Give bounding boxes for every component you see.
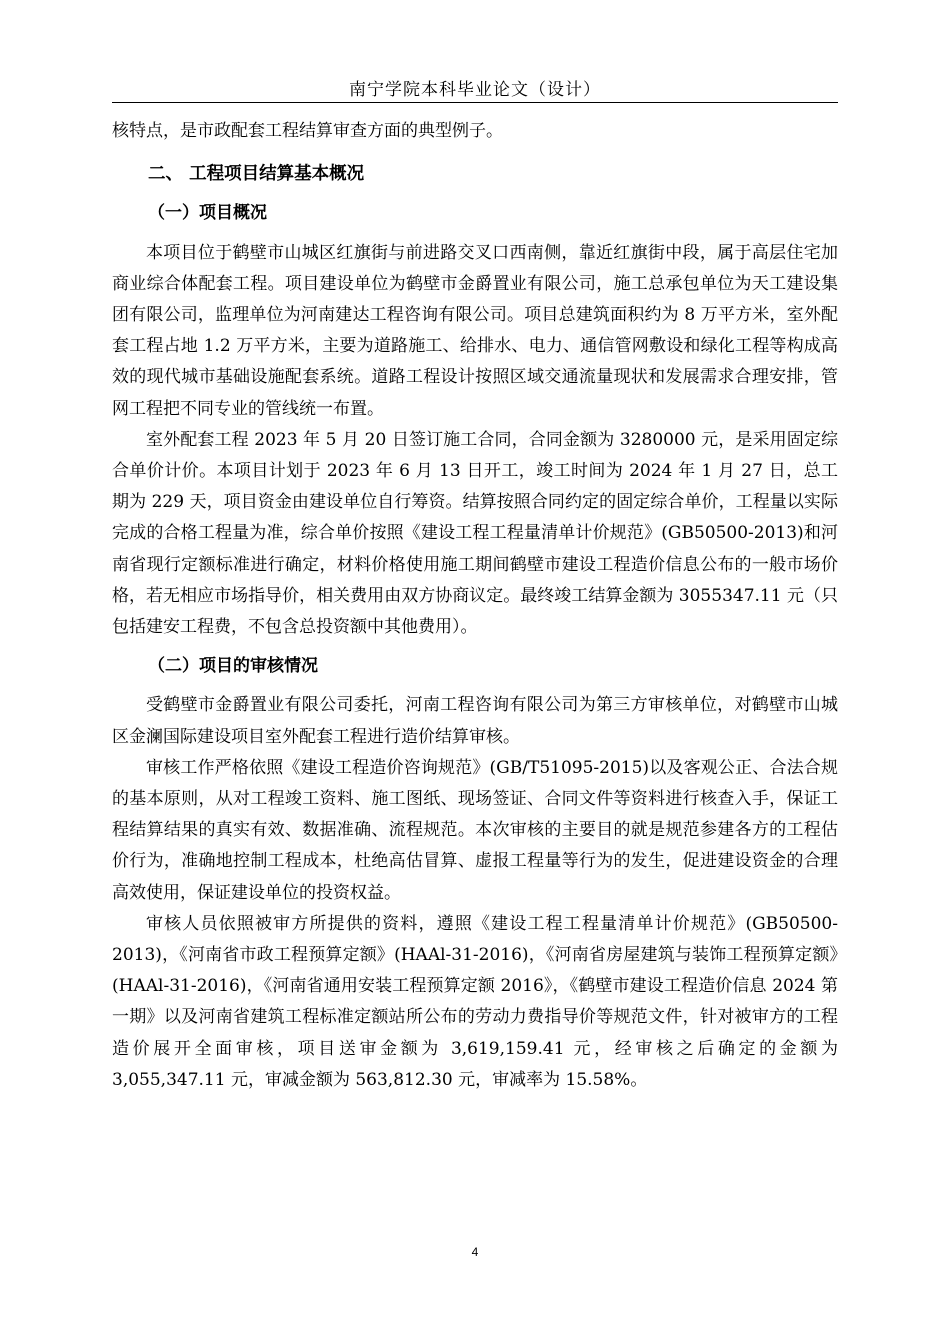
running-header: 南宁学院本科毕业论文（设计） [349,80,601,100]
document-body [112,116,838,1096]
section-heading: 二、 工程项目结算基本概况 [148,164,365,185]
paragraph-project-location: 本项目位于鹤壁市山城区红旗街与前进路交叉口西南侧，靠近红旗街中段，属于高层住宅加商业综合体配套工程。项目建设单位为鹤壁市金爵置业有限公司，施工总承包单位为天工建设集团有限公司，监理单位为河南建达工程咨询有限公司。项目总建筑面积约为 8 万平方米，室外配套工程占地 1.2 万平方米，主要为道路施工、给排水、电力、通信管网敷设和绿化工程等构成高效的现代城市基础设施配套系统。道路工程设计按照区域交通流量现状和发展需求合理安排，管网工程把不同专业的管线统一布置。 [112,242,838,419]
header-rule [112,102,838,103]
page-number: 4 [471,1245,479,1259]
paragraph-audit-entrust: 受鹤壁市金爵置业有限公司委托，河南工程咨询有限公司为第三方审核单位，对鹤壁市山城区金澜国际建设项目室外配套工程进行造价结算审核。 [112,695,838,747]
subsection-heading-overview: （一）项目概况 [148,203,267,224]
paragraph-continuation: 核特点，是市政配套工程结算审查方面的典型例子。 [112,121,503,141]
paragraph-audit-result: 审核人员依照被审方所提供的资料，遵照《建设工程工程量清单计价规范》(GB50500-2013)，《河南省市政工程预算定额》(HAAl-31-2016)，《河南省房屋建筑与装饰工程预算定额》(HAAl-31-2016)，《河南省通用安装工程预算定额 2016》，《鹤壁市建设工程造价信息 2024 第一期》以及河南省建筑工程标准定额站所公布的劳动力费指导价等规范文件，针对被审方的工程造价展开全面审核，项目送审金额为 3,619,159.41 元，经审核之后确定的金额为 3,055,347.11 元，审减金额为 563,812.30 元，审减率为 15.58%。 [112,913,838,1090]
subsection-heading-audit: （二）项目的审核情况 [148,656,318,677]
paragraph-contract-details: 室外配套工程 2023 年 5 月 20 日签订施工合同，合同金额为 3280000 元，是采用固定综合单价计价。本项目计划于 2023 年 6 月 13 日开工，竣工时间为 2024 年 1 月 27 日，总工期为 229 天，项目资金由建设单位自行筹资。结算按照合同约定的固定综合单价，工程量以实际完成的合格工程量为准，综合单价按照《建设工程工程量清单计价规范》(GB50500-2013)和河南省现行定额标准进行确定，材料价格使用施工期间鹤壁市建设工程造价信息公布的一般市场价格，若无相应市场指导价，相关费用由双方协商议定。最终竣工结算金额为 3055347.11 元（只包括建安工程费，不包含总投资额中其他费用）。 [112,429,838,638]
paragraph-audit-principles: 审核工作严格依照《建设工程造价咨询规范》(GB/T51095-2015)以及客观公正、合法合规的基本原则，从对工程竣工资料、施工图纸、现场签证、合同文件等资料进行核查入手，保证工程结算结果的真实有效、数据准确、流程规范。本次审核的主要目的就是规范参建各方的工程估价行为，准确地控制工程成本，杜绝高估冒算、虚报工程量等行为的发生，促进建设资金的合理高效使用，保证建设单位的投资权益。 [112,757,838,903]
